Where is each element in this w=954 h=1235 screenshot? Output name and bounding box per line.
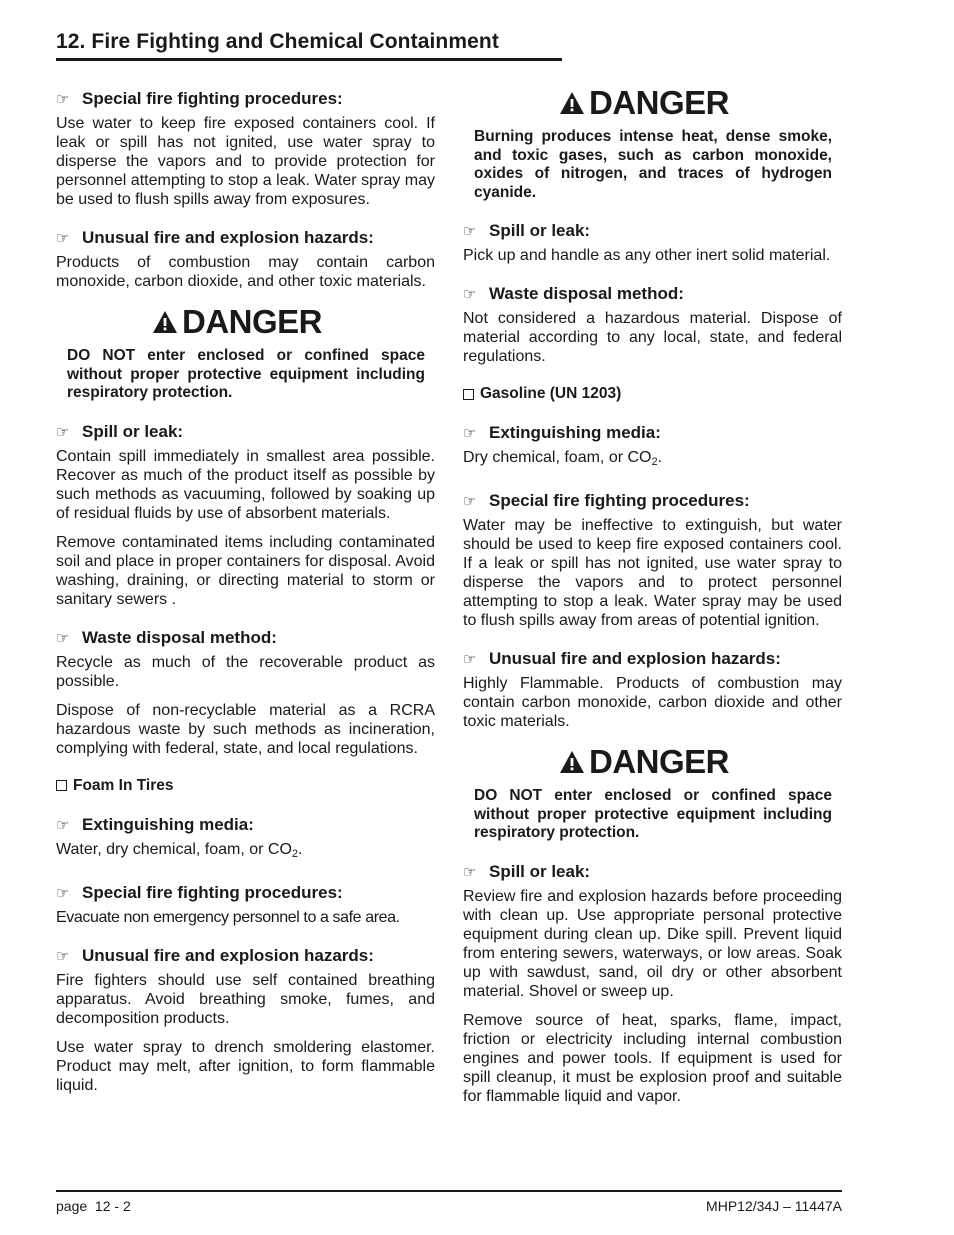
pointing-hand-icon: ☞: [56, 423, 70, 441]
pointing-hand-icon: ☞: [463, 651, 477, 668]
left-special-procedures: [56, 88, 435, 209]
danger-notice: [463, 84, 842, 122]
danger-notice: [56, 303, 435, 341]
section-text: Evacuate non emergency personnel to a safe area.: [56, 908, 400, 926]
section-text: Dispose of non-recyclable material as a RCRA hazardous waste by such methods as incineration, complying with federal, state, and local regulations.: [56, 701, 435, 757]
section-text: Fire fighters should use self contained breathing apparatus. Avoid breathing smoke, fumes, and decomposition products.: [56, 971, 435, 1027]
pointing-hand-icon: ☞: [56, 947, 70, 965]
checkbox-icon: [56, 780, 67, 791]
right-extinguishing-media: [463, 422, 842, 472]
danger-text: Burning produces intense heat, dense smoke, and toxic gases, such as carbon monoxide, oxides of nitrogen, and traces of hydrogen cyanide.: [474, 128, 832, 201]
section-heading: Spill or leak:: [489, 861, 591, 881]
section-text: Use water to keep fire exposed containers cool. If leak or spill has not ignited, use water spray to disperse the vapors and to provide protection for personnel attempting to stop a leak. Water spray may be used to flush spills away from exposures.: [56, 115, 435, 208]
section-text: Water may be ineffective to extinguish, but water should be used to keep fire exposed containers cool. If a leak or spill has not ignited, use water spray to disperse the vapors and to protect personnel attempting to stop a leak. Water spray may be used to flush spills away from areas of potential ignition.: [463, 517, 842, 629]
page-title: 12. Fire Fighting and Chemical Containment: [56, 30, 499, 53]
right-waste-disposal: [463, 283, 842, 366]
subsection-foam-in-tires: [56, 776, 435, 796]
checkbox-icon: [463, 389, 474, 400]
pointing-hand-icon: ☞: [463, 493, 477, 510]
warning-triangle-icon: [152, 310, 178, 334]
section-text: Pick up and handle as any other inert solid material.: [463, 247, 831, 264]
danger-text: DO NOT enter enclosed or confined space without proper protective equipment including respiratory protection.: [474, 787, 832, 841]
page-footer: [56, 1190, 842, 1214]
section-text: Use water spray to drench smoldering elastomer. Product may melt, after ignition, to form flammable liquid.: [56, 1038, 435, 1094]
section-text: Dry chemical, foam, or $CO_2$.: [463, 449, 663, 468]
danger-title: DANGER: [589, 84, 730, 121]
right-special-procedures: [463, 490, 842, 630]
section-heading: Unusual fire and explosion hazards:: [489, 649, 781, 668]
danger-text: DO NOT enter enclosed or confined space without proper protective equipment including respiratory protection.: [67, 347, 425, 401]
right-column: [463, 84, 842, 1106]
section-text: Recycle as much of the recoverable product as possible.: [56, 653, 435, 690]
section-text: Remove source of heat, sparks, flame, impact, friction or electricity including internal combustion engines and power tools. If equipment is used for spill cleanup, it must be explosion proof and suitable for flammable liquid and vapor.: [463, 1011, 842, 1105]
page-header: [56, 30, 562, 61]
warning-triangle-icon: [559, 91, 585, 115]
pointing-hand-icon: ☞: [56, 91, 70, 108]
section-text: Review fire and explosion hazards before proceeding with clean up. Use appropriate personal protective equipment during clean up. Dike spill. Prevent liquid from entering sewers, waterways, or low areas. Soak up with sawdust, sand, oil dry or other absorbent material. Shovel or sweep up.: [463, 887, 842, 1000]
section-heading: Unusual fire and explosion hazards:: [82, 228, 374, 247]
warning-triangle-icon: [559, 750, 585, 774]
section-heading: Extinguishing media:: [489, 423, 661, 442]
left-column: [56, 88, 435, 1095]
section-heading: Spill or leak:: [489, 221, 591, 240]
section-heading: Waste disposal method:: [82, 627, 277, 647]
pointing-hand-icon: ☞: [56, 884, 70, 902]
danger-title: DANGER: [182, 303, 323, 340]
subsection-gasoline: [463, 384, 842, 404]
left-waste-disposal: [56, 627, 435, 758]
pointing-hand-icon: ☞: [463, 863, 477, 881]
section-text: Water, dry chemical, foam, or $CO_2$.: [56, 840, 303, 860]
left-spill-leak: [56, 421, 435, 609]
right-spill-leak-2: [463, 861, 842, 1106]
document-id: MHP12/34J – 11447A: [706, 1198, 842, 1214]
section-text: Remove contaminated items including contaminated soil and place in proper containers for disposal. Avoid washing, draining, or directing material to storm or sanitary sewers .: [56, 533, 435, 608]
section-heading: Waste disposal method:: [489, 284, 684, 303]
left-special-procedures-2: [56, 882, 435, 927]
pointing-hand-icon: ☞: [463, 286, 477, 303]
left-unusual-hazards-2: [56, 945, 435, 1095]
left-unusual-hazards: [56, 227, 435, 291]
danger-notice: [463, 743, 842, 781]
section-heading: Extinguishing media:: [82, 814, 254, 834]
right-spill-leak: [463, 220, 842, 265]
section-heading: Spill or leak:: [82, 421, 184, 441]
pointing-hand-icon: ☞: [463, 223, 477, 240]
right-unusual-hazards: [463, 648, 842, 731]
section-heading: Special fire fighting procedures:: [82, 882, 343, 902]
page-number: page 12 - 2: [56, 1198, 131, 1214]
pointing-hand-icon: ☞: [56, 629, 70, 647]
section-heading: Unusual fire and explosion hazards:: [82, 945, 374, 965]
pointing-hand-icon: ☞: [56, 230, 70, 247]
pointing-hand-icon: ☞: [56, 816, 70, 834]
pointing-hand-icon: ☞: [463, 425, 477, 442]
section-heading: Special fire fighting procedures:: [489, 491, 750, 510]
section-text: Contain spill immediately in smallest area possible. Recover as much of the product itself as possible by such methods as vacuuming, followed by soaking up of residual fluids by use of absorbent materials.: [56, 447, 435, 522]
danger-title: DANGER: [589, 743, 730, 780]
section-text: Highly Flammable. Products of combustion may contain carbon monoxide, carbon dioxide and other toxic materials.: [463, 675, 842, 730]
subsection-title: Foam In Tires: [73, 776, 174, 794]
section-text: Not considered a hazardous material. Dispose of material according to any local, state, and federal regulations.: [463, 310, 842, 365]
section-heading: Special fire fighting procedures:: [82, 89, 343, 108]
subsection-title: Gasoline (UN 1203): [480, 385, 622, 402]
section-text: Products of combustion may contain carbon monoxide, carbon dioxide, and other toxic materials.: [56, 254, 435, 290]
left-extinguishing-media: [56, 814, 435, 864]
